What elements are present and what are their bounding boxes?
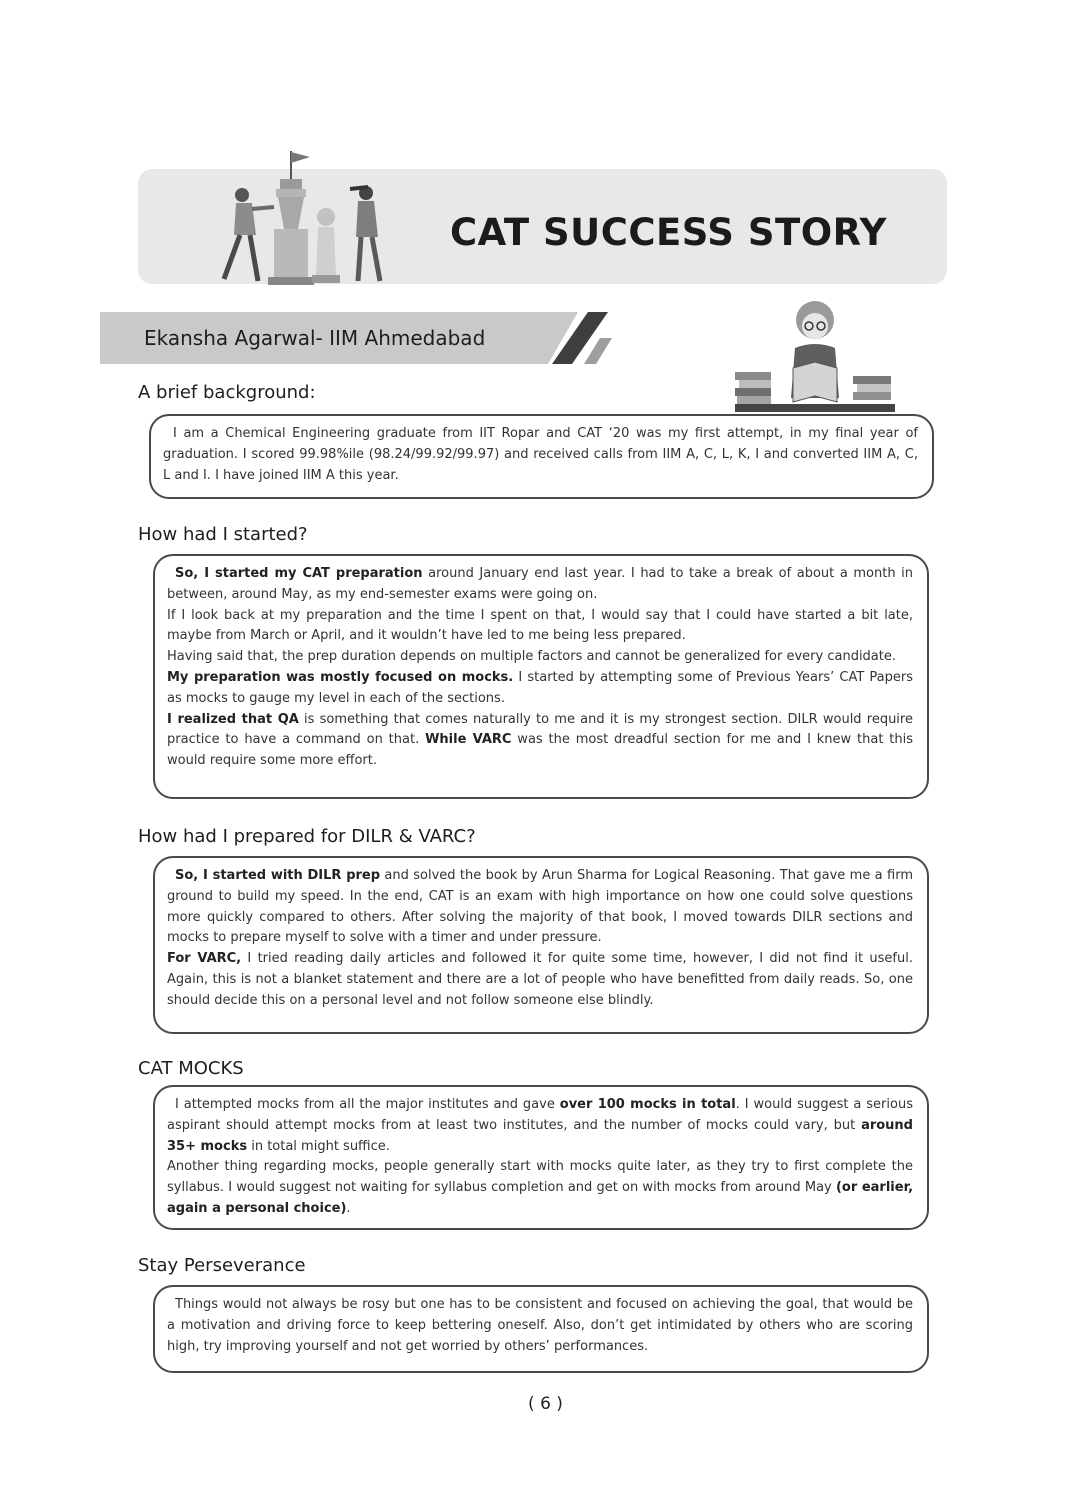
paragraph: I attempted mocks from all the major institutes and gave over 100 mocks in total. I would suggest a serious aspirant should attempt mocks from at least two institutes, and the number of mocks could vary, but around 35+ mocks in total might suffice. <box>167 1097 913 1154</box>
paragraph: If I look back at my preparation and the time I spent on that, I would say that I could have started a bit late, maybe from March or April, and it wouldn’t have led to me being less prepared. <box>167 607 913 644</box>
section-heading-cat-mocks: CAT MOCKS <box>138 1058 244 1079</box>
section-heading-perseverance: Stay Perseverance <box>138 1255 306 1276</box>
chess-strategy-illustration <box>208 149 408 289</box>
paragraph: I am a Chemical Engineering graduate from IIT Ropar and CAT ‘20 was my first attempt, in my final year of graduation. I scored 99.98%ile (98.24/99.92/99.97) and received calls from IIM A, C, L, K, I and converted IIM A, C, L and I. I have joined IIM A this year. <box>163 426 918 483</box>
paragraph: So, I started with DILR prep and solved the book by Arun Sharma for Logical Reasoning. That gave me a firm ground to build my speed. In the end, CAT is an exam with high importance on how one could solve questions more quickly compared to others. After solving the majority of that book, I moved towards DILR sections and mocks to prepare myself to solve with a timer and under pressure. <box>167 868 913 946</box>
page-title: CAT SUCCESS STORY <box>450 211 887 254</box>
background-box <box>149 414 934 499</box>
paragraph: I realized that QA is something that comes naturally to me and it is my strongest section. DILR would require practice to have a command on that. While VARC was the most dreadful section for me and I knew that this would require some more effort. <box>167 711 914 769</box>
section-heading-background: A brief background: <box>138 382 316 403</box>
reading-student-illustration <box>735 298 895 416</box>
cat-mocks-box <box>153 1085 929 1230</box>
dilr-varc-box <box>153 856 929 1034</box>
paragraph: For VARC, I tried reading daily articles and followed it for quite some time, however, I did not find it useful. Again, this is not a blanket statement and there are a lot of people who have benefitted from daily reads. So, one should decide this on a personal level and not follow someone else blindly. <box>167 951 913 1008</box>
section-heading-started: How had I started? <box>138 524 308 545</box>
paragraph: Having said that, the prep duration depends on multiple factors and cannot be generalized for every candidate. <box>167 649 897 665</box>
paragraph: Things would not always be rosy but one has to be consistent and focused on achieving the goal, that would be a motivation and driving force to keep bettering oneself. Also, don’t get intimidated by others who are scoring high, try improving yourself and not get worried by others’ performances. <box>167 1297 913 1354</box>
paragraph: Another thing regarding mocks, people generally start with mocks quite later, as they try to first complete the syllabus. I would suggest not waiting for syllabus completion and get on with mocks from around May (or earlier, again a personal choice). <box>167 1159 914 1216</box>
student-name-bar <box>100 312 620 366</box>
perseverance-box <box>153 1285 929 1373</box>
student-name: Ekansha Agarwal- IIM Ahmedabad <box>144 326 486 350</box>
paragraph: My preparation was mostly focused on mocks. I started by attempting some of Previous Years’ CAT Papers as mocks to gauge my level in each of the sections. <box>167 669 914 706</box>
section-heading-dilr-varc: How had I prepared for DILR & VARC? <box>138 826 476 847</box>
paragraph: So, I started my CAT preparation around January end last year. I had to take a break of about a month in between, around May, as my end-semester exams were going on. <box>167 566 913 602</box>
started-box <box>153 554 929 799</box>
page-number: ( 6 ) <box>528 1394 563 1414</box>
title-banner <box>138 169 947 284</box>
